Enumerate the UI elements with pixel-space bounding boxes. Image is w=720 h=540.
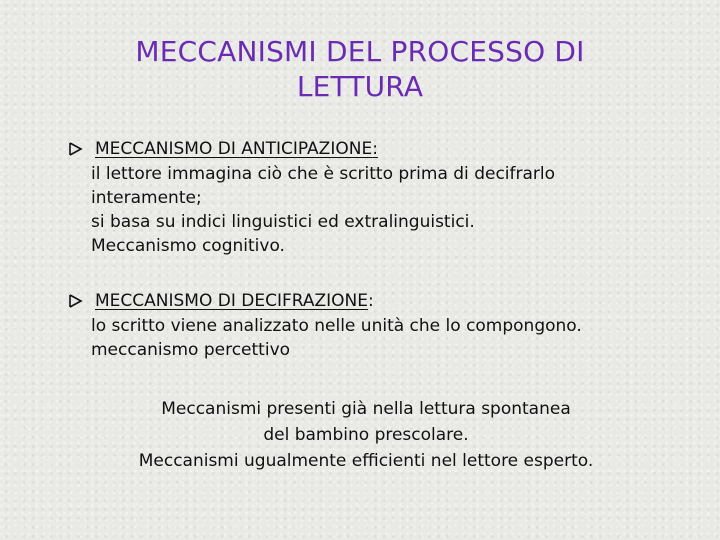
bullet-heading — [95, 138, 378, 160]
bullet-line: il lettore immagina ciò che è scritto prima di decifrarlo — [91, 164, 556, 184]
bullet-heading — [95, 290, 374, 312]
closing-line-1: Meccanismi presenti già nella lettura spontanea — [161, 399, 571, 419]
bullet-line: interamente; — [91, 188, 202, 208]
bullet-anticipazione — [68, 138, 708, 268]
slide-title-line-2: LETTURA — [296, 70, 424, 103]
bullet-heading-colon: : — [372, 139, 378, 159]
bullet-decifrazione — [68, 290, 708, 370]
slide-title — [0, 34, 720, 104]
bullet-heading-colon: : — [368, 291, 374, 311]
arrow-bullet-icon — [68, 290, 84, 312]
bullet-heading-underlined: MECCANISMO DI DECIFRAZIONE — [95, 291, 369, 311]
closing-line-3: Meccanismi ugualmente efficienti nel lettore esperto. — [138, 451, 594, 471]
bullet-line: Meccanismo cognitivo. — [91, 236, 285, 256]
bullet-heading-underlined: MECCANISMO DI ANTICIPAZIONE — [95, 139, 373, 159]
bullet-line: meccanismo percettivo — [91, 340, 291, 360]
bullet-line: si basa su indici linguistici ed extralinguistici. — [91, 212, 475, 232]
closing-line-2: del bambino prescolare. — [263, 425, 469, 445]
bullet-body — [91, 162, 555, 258]
closing-text — [0, 396, 720, 474]
bullet-line: lo scritto viene analizzato nelle unità che lo compongono. — [91, 316, 582, 336]
bullet-body — [91, 314, 582, 362]
slide-title-line-1: MECCANISMI DEL PROCESSO DI — [135, 35, 585, 68]
arrow-bullet-icon — [68, 138, 84, 160]
